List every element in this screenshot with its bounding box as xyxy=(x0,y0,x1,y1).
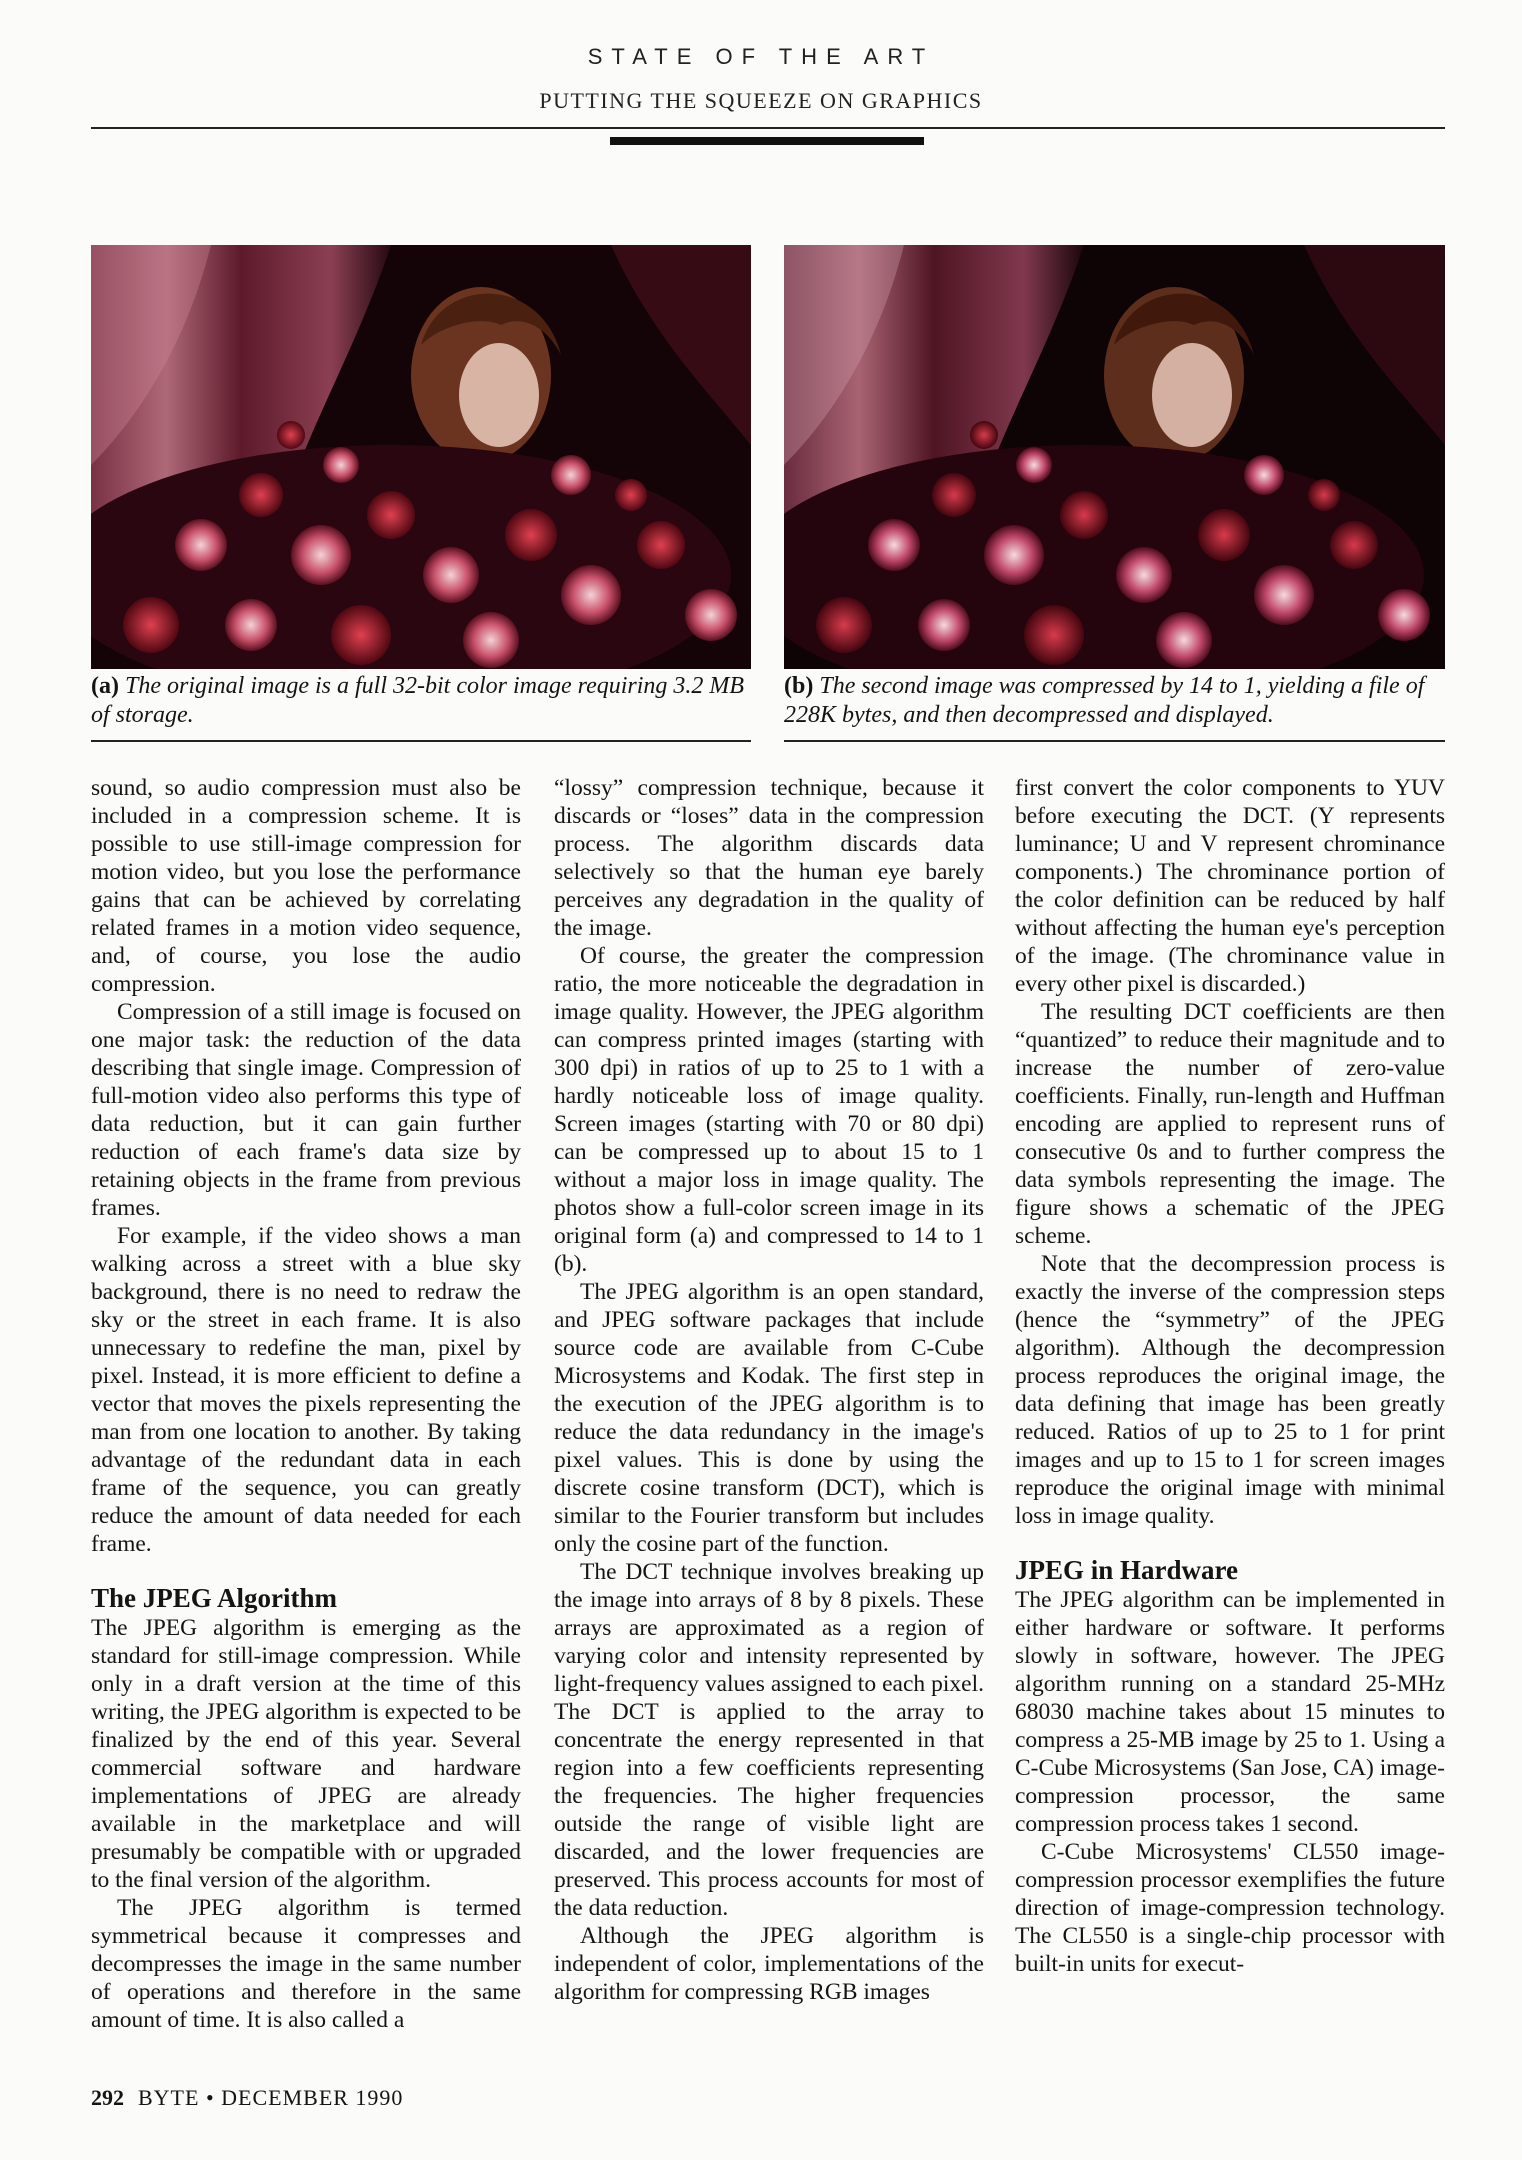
col1-paragraph: Compression of a still image is focused on one major task: the reduction of the data describing that single image. Compression of full-motion video also performs this type of data reduction, but it can gain further reduction of each frame's data size by retaining objects in the frame from previous frames. xyxy=(91,999,521,1221)
running-headline: PUTTING THE SQUEEZE ON GRAPHICS xyxy=(539,88,983,113)
col2-paragraph: Although the JPEG algorithm is independent of color, implementations of the algorithm for compressing RGB images xyxy=(554,1923,984,2005)
section-heading-jpeg-algorithm: The JPEG Algorithm xyxy=(91,1583,338,1613)
body-column-3 xyxy=(1015,774,1445,1978)
col2-paragraph: The JPEG algorithm is an open standard, and JPEG software packages that include source code are available from C-Cube Microsystems and Kodak. The first step in the execution of the JPEG algorithm is to reduce the data redundancy in the image's pixel values. This is done by using the discrete cosine transform (DCT), which is similar to the Fourier transform but includes only the cosine part of the function. xyxy=(554,1279,984,1557)
figure-a-rule xyxy=(91,740,751,742)
col2-paragraph: The DCT technique involves breaking up the image into arrays of 8 by 8 pixels. These arrays are approximated as a region of varying color and intensity represented by light-frequency values assigned to each pixel. The DCT is applied to the array to concentrate the energy represented in that region into a few coefficients representing the frequencies. The higher frequencies outside the range of visible light are discarded, and the lower frequencies are preserved. This process accounts for most of the data reduction. xyxy=(554,1559,984,1921)
header-rule xyxy=(91,127,1445,129)
page-number: 292 xyxy=(91,2085,124,2110)
col3-paragraph: The JPEG algorithm can be implemented in either hardware or software. It performs slowly in software, however. The JPEG algorithm running on a standard 25-MHz 68030 machine takes about 15 minutes to compress a 25-MB image by 25 to 1. Using a C-Cube Microsystems (San Jose, CA) image-compression processor, the same compression process takes 1 second. xyxy=(1015,1587,1445,1837)
section-kicker: STATE OF THE ART xyxy=(587,44,935,69)
body-column-2 xyxy=(554,774,984,2006)
col2-paragraph: “lossy” compression technique, because it discards or “loses” data in the compression process. The algorithm discards data selectively so that the human eye barely perceives any degradation in the quality of the image. xyxy=(554,775,984,941)
figure-a-caption xyxy=(91,672,751,730)
col3-paragraph: The resulting DCT coefficients are then “quantized” to reduce their magnitude and to increase the number of zero-value coefficients. Finally, run-length and Huffman encoding are applied to represent runs of consecutive 0s and to further compress the data symbols representing the image. The figure shows a schematic of the JPEG scheme. xyxy=(1015,999,1445,1249)
col3-paragraph: Note that the decompression process is exactly the inverse of the compression steps (hence the “symmetry” of the JPEG algorithm). Although the decompression process reproduces the original image, the data defining that image has been greatly reduced. Ratios of up to 25 to 1 for print images and up to 15 to 1 for screen images reproduce the original image with minimal loss in image quality. xyxy=(1015,1251,1445,1529)
publication-line: BYTE • DECEMBER 1990 xyxy=(138,2085,404,2110)
photo-compressed-image xyxy=(784,245,1445,669)
figure-b-label: (b) xyxy=(784,673,814,699)
figure-b-caption-text: The second image was compressed by 14 to 1, yielding a file of 228K bytes, and then decompressed and displayed. xyxy=(784,673,1425,728)
figure-b-caption xyxy=(784,672,1445,730)
col1-paragraph: The JPEG algorithm is emerging as the standard for still-image compression. While only in a draft version at the time of this writing, the JPEG algorithm is expected to be finalized by the end of this year. Several commercial software and hardware implementations of JPEG are already available in the marketplace and will presumably be compatible with or upgraded to the final version of the algorithm. xyxy=(91,1615,521,1893)
photo-original-image xyxy=(91,245,751,669)
col1-paragraph: For example, if the video shows a man walking across a street with a blue sky background, there is no need to redraw the sky or the street in each frame. It is also unnecessary to redefine the man, pixel by pixel. Instead, it is more efficient to define a vector that moves the pixels representing the man from one location to another. By taking advantage of the redundant data in each frame of the sequence, you can greatly reduce the amount of data needed for each frame. xyxy=(91,1223,521,1557)
photo-original xyxy=(91,245,751,669)
col1-paragraph: The JPEG algorithm is termed symmetrical because it compresses and decompresses the image in the same number of operations and therefore in the same amount of time. It is also called a xyxy=(91,1895,521,2033)
figure-b-rule xyxy=(784,740,1445,742)
section-heading-jpeg-hardware: JPEG in Hardware xyxy=(1015,1555,1239,1585)
col3-paragraph: first convert the color components to YUV before executing the DCT. (Y represents luminance; U and V represent chrominance components.) The chrominance portion of the color definition can be reduced by half without affecting the human eye's perception of the image. (The chrominance value in every other pixel is discarded.) xyxy=(1015,775,1445,997)
figure-a-label: (a) xyxy=(91,673,119,699)
header-accent-bar xyxy=(610,137,924,145)
col2-paragraph: Of course, the greater the compression ratio, the more noticeable the degradation in image quality. However, the JPEG algorithm can compress printed images (starting with 300 dpi) in ratios of up to 25 to 1 with a hardly noticeable loss of image quality. Screen images (starting with 70 or 80 dpi) can be compressed up to about 15 to 1 without a major loss in image quality. The photos show a full-color screen image in its original form (a) and compressed to 14 to 1 (b). xyxy=(554,943,984,1277)
col1-paragraph: sound, so audio compression must also be included in a compression scheme. It is possible to use still-image compression for motion video, but you lose the performance gains that can be achieved by correlating related frames in a motion video sequence, and, of course, you lose the audio compression. xyxy=(91,775,521,997)
col3-paragraph: C-Cube Microsystems' CL550 image-compression processor exemplifies the future direction of image-compression technology. The CL550 is a single-chip processor with built-in units for execut- xyxy=(1015,1839,1445,1977)
figure-a-caption-text: The original image is a full 32-bit color image requiring 3.2 MB of storage. xyxy=(91,673,745,728)
page-footer xyxy=(91,2085,403,2111)
photo-compressed xyxy=(784,245,1445,669)
body-column-1 xyxy=(91,774,521,2034)
